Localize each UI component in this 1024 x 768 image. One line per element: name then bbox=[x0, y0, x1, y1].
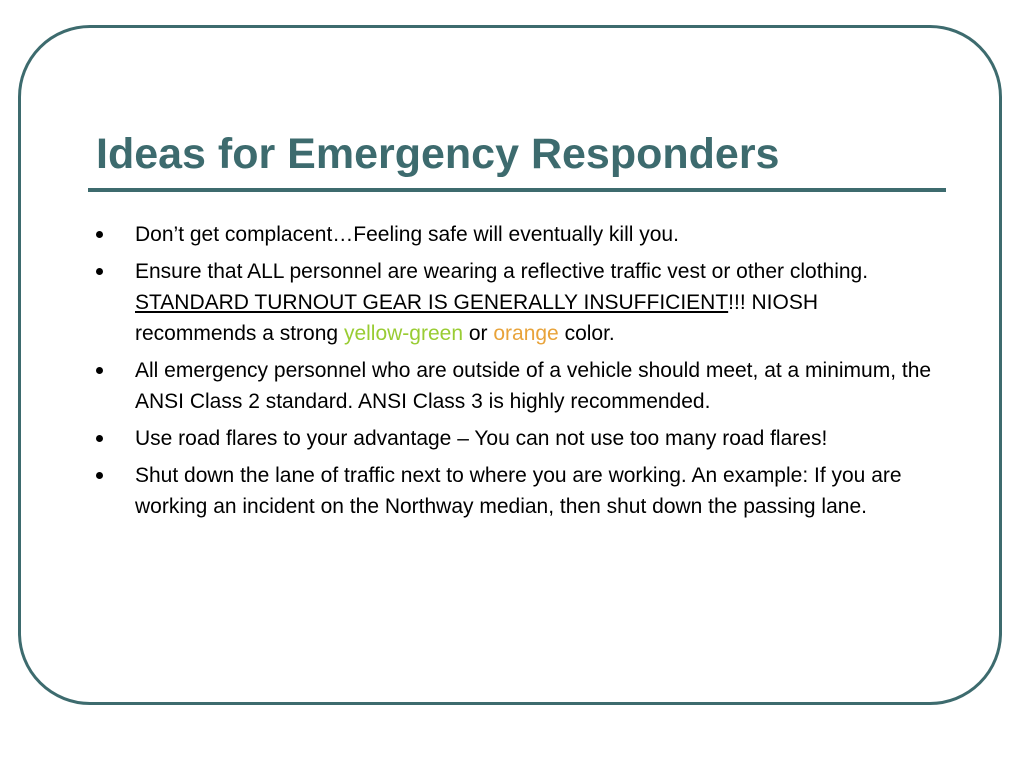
bullet-text-part: color. bbox=[558, 322, 615, 345]
bullet-dot-icon bbox=[96, 472, 103, 479]
bullet-text: Use road flares to your advantage – You can not use too many road flares! bbox=[135, 427, 828, 450]
bullet-dot-icon bbox=[96, 268, 103, 275]
bullet-item-complacency bbox=[96, 219, 936, 250]
bullet-item-reflective-vest bbox=[96, 256, 936, 349]
underlined-warning: STANDARD TURNOUT GEAR IS GENERALLY INSUFFICIENT bbox=[135, 291, 729, 314]
title-underline-rule bbox=[88, 188, 946, 192]
bullet-item-ansi-standard bbox=[96, 355, 936, 417]
color-term-orange: orange bbox=[493, 322, 559, 345]
bullet-text-part: !!! NIOSH recommends a strong bbox=[135, 291, 819, 345]
bullet-item-road-flares bbox=[96, 423, 936, 454]
bullet-text-part: or bbox=[463, 322, 494, 345]
bullet-dot-icon bbox=[96, 435, 103, 442]
bullet-text: All emergency personnel who are outside of a vehicle should meet, at a minimum, the ANSI Class 2 standard. ANSI Class 3 is highly recommended. bbox=[135, 359, 932, 413]
slide-title: Ideas for Emergency Responders bbox=[96, 130, 780, 178]
bullet-dot-icon bbox=[96, 231, 103, 238]
bullet-text-part: Ensure that ALL personnel are wearing a reflective traffic vest or other clothing. bbox=[135, 260, 869, 283]
bullet-text: Shut down the lane of traffic next to where you are working. An example: If you are working an incident on the Northway median, then shut down the passing lane. bbox=[135, 464, 902, 518]
bullet-list bbox=[96, 219, 936, 528]
color-term-yellow-green: yellow-green bbox=[343, 322, 463, 345]
bullet-text: Don’t get complacent…Feeling safe will eventually kill you. bbox=[135, 223, 679, 246]
bullet-dot-icon bbox=[96, 367, 103, 374]
bullet-item-shut-down-lane bbox=[96, 460, 936, 522]
